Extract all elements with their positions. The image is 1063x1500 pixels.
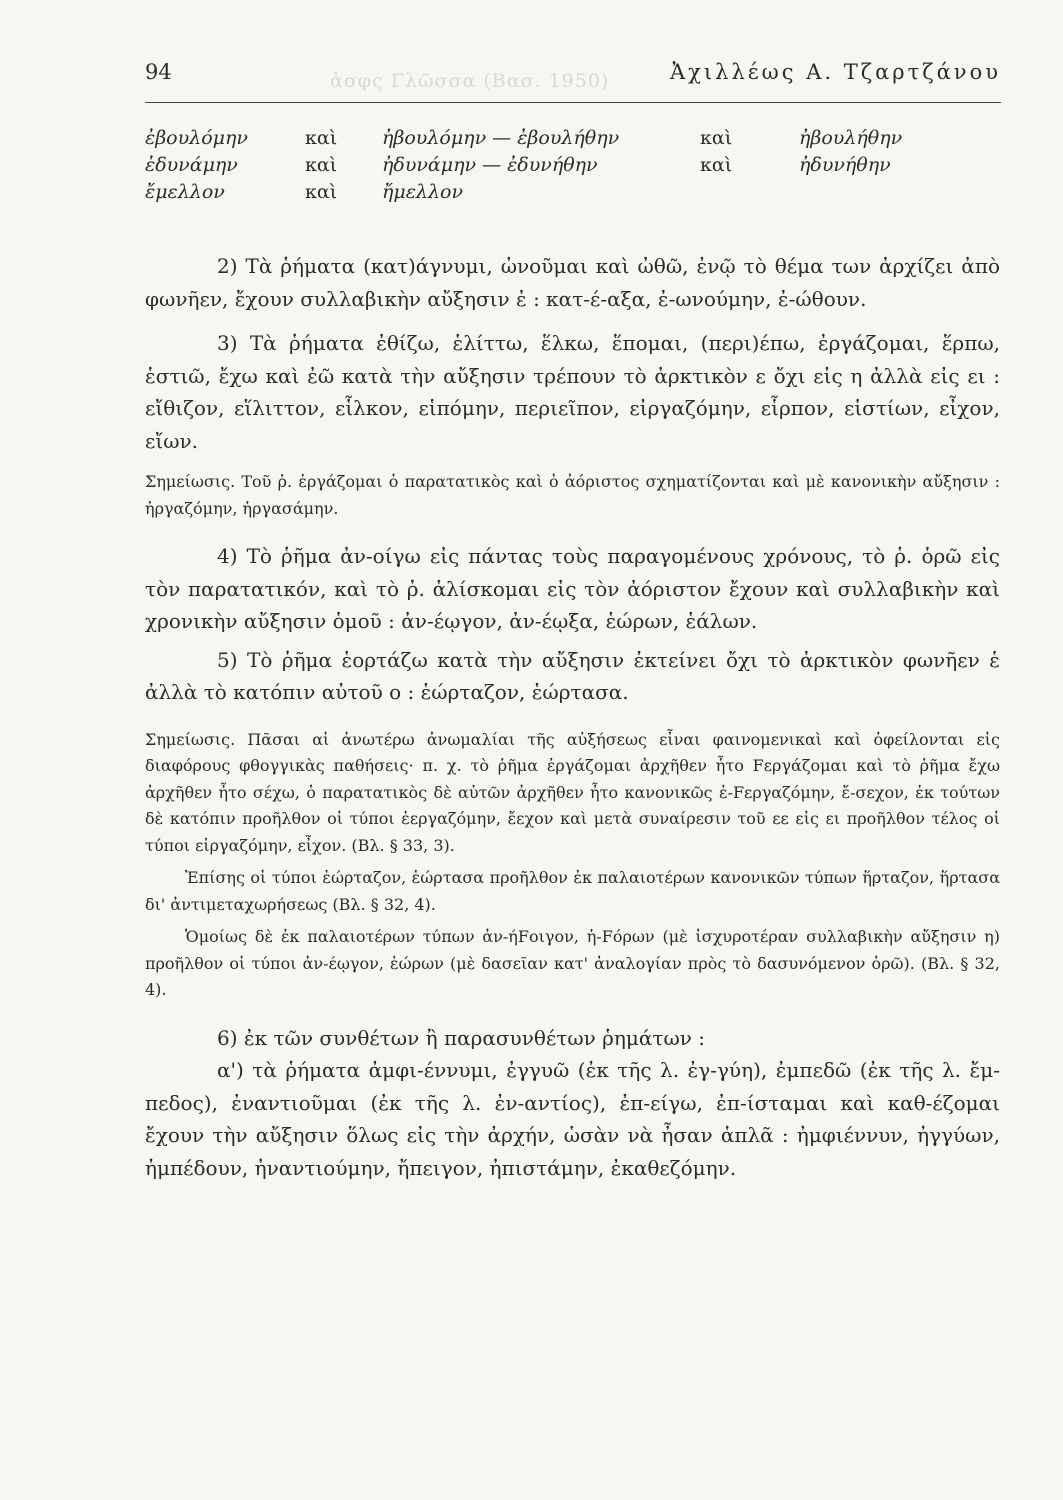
bleed-through-text: ἀσφς Γλῶσσα (Βασ. 1950) bbox=[330, 70, 610, 92]
note-1: Σημείωσις. Τοῦ ῥ. ἐργάζομαι ὁ παρατατικὸς καὶ ὁ ἀόριστος σχηματίζονται καὶ μὲ κανονικὴν αὔξησιν : ἠργαζόμην, ἠργασάμην. bbox=[145, 472, 1000, 518]
verb-cell: ἤμελλον bbox=[382, 181, 464, 203]
verb-cell: ἠβουλήθην bbox=[799, 127, 903, 149]
note-4: Ὁμοίως δὲ ἐκ παλαιοτέρων τύπων ἀν-ήFοιγον, ἡ-Fόρων (μὲ ἰσχυροτέραν συλλαβικὴν αὔξησιν η) προῆλθον οἱ τύποι ἀν-έῳγον, ἑώρων (μὲ δασεῖαν κατ' ἀναλογίαν πρὸς τὸ δασυνόμενον ὁρῶ). (Βλ. § 32, 4). bbox=[145, 927, 1000, 999]
verb-row bbox=[145, 127, 1005, 154]
verb-forms-table bbox=[145, 127, 1005, 208]
paragraph-2: 2) Τὰ ῥήματα (κατ)άγνυμι, ὠνοῦμαι καὶ ὠθῶ, ἐνῷ τὸ θέμα των ἀρχίζει ἀπὸ φωνῆεν, ἔχουν συλλαβικὴν αὔξησιν ἐ : κατ-έ-αξα, ἐ-ωνούμην, ἐ-ώθουν. bbox=[145, 254, 1000, 311]
verb-row bbox=[145, 154, 1005, 181]
paragraph-6a: α') τὰ ῥήματα ἀμφι-έννυμι, ἐγγυῶ (ἐκ τῆς λ. ἐγ-γύη), ἐμπεδῶ (ἐκ τῆς λ. ἔμ-πεδος), ἐναντιοῦμαι (ἐκ τῆς λ. ἐν-αντίος), ἐπ-είγω, ἐπ-ίσταμαι καὶ καθ-έζομαι ἔχουν τὴν αὔξησιν ὅλως εἰς τὴν ἀρχήν, ὡσὰν νὰ ἦσαν ἁπλᾶ : ἠμφιέννυν, ἠγγύων, ἠμπέδουν, ἠναντιούμην, ἤπειγον, ἠπιστάμην, ἐκαθεζόμην. bbox=[145, 1058, 1000, 1180]
verb-cell: καὶ bbox=[700, 154, 733, 176]
running-head: Ἀχιλλέως Α. Τζαρτζάνου bbox=[670, 60, 1001, 84]
paragraph-4: 4) Τὸ ῥῆμα ἀν-οίγω εἰς πάντας τοὺς παραγομένους χρόνους, τὸ ῥ. ὁρῶ εἰς τὸν παρατατικόν, καὶ τὸ ῥ. ἁλίσκομαι εἰς τὸν ἀόριστον ἔχουν καὶ συλλαβικὴν καὶ χρονικὴν αὔξησιν ὁμοῦ : ἀν-έῳγον, ἀν-έῳξα, ἑώρων, ἑάλων. bbox=[145, 544, 1000, 633]
paragraph-5: 5) Τὸ ῥῆμα ἑορτάζω κατὰ τὴν αὔξησιν ἐκτείνει ὄχι τὸ ἀρκτικὸν φωνῆεν ἑ ἀλλὰ τὸ κατόπιν αὐτοῦ ο : ἑώρταζον, ἑώρτασα. bbox=[145, 647, 1000, 704]
paragraph-3: 3) Τὰ ῥήματα ἐθίζω, ἑλίττω, ἕλκω, ἕπομαι, (περι)έπω, ἐργάζομαι, ἕρπω, ἑστιῶ, ἔχω καὶ ἐῶ κατὰ τὴν αὔξησιν τρέπουν τὸ ἀρκτικὸν ε ὄχι εἰς η ἀλλὰ εἰς ει : εἴθιζον, εἵλιττον, εἷλκον, εἱπόμην, περιεῖπον, εἰργαζόμην, εἷρπον, εἱστίων, εἶχον, εἴων. bbox=[145, 331, 1000, 453]
note-2: Σημείωσις. Πᾶσαι αἱ ἀνωτέρω ἀνωμαλίαι τῆς αὐξήσεως εἶναι φαινομενικαὶ καὶ ὀφείλονται εἰς διαφόρους φθογγικὰς παθήσεις· π. χ. τὸ ῥῆμα ἐργάζομαι ἀρχῆθεν ἦτο Fεργάζομαι καὶ τὸ ῥῆμα ἔχω ἀρχῆθεν ἦτο σέχω, ὁ παρατατικὸς δὲ αὐτῶν ἀρχῆθεν ἦτο κανονικῶς ἐ-Fεργαζόμην, ἔ-σεχον, ἐκ τούτων δὲ κατόπιν προῆλθον οἱ τύποι ἐεργαζόμην, ἔεχον καὶ μετὰ συναίρεσιν τοῦ εε εἰς ει προῆλθον τέλος οἱ τύποι εἰργαζόμην, εἶχον. (Βλ. § 33, 3). bbox=[145, 729, 1000, 855]
page-body bbox=[145, 250, 1000, 1184]
verb-cell: ἠδυνάμην — ἐδυνήθην bbox=[382, 154, 598, 176]
verb-cell: καὶ bbox=[305, 181, 338, 203]
verb-cell: ἠδυνήθην bbox=[799, 154, 891, 176]
verb-row bbox=[145, 181, 1005, 208]
page-header bbox=[145, 58, 1001, 103]
note-3: Ἐπίσης οἱ τύποι ἑώρταζον, ἑώρτασα προῆλθον ἐκ παλαιοτέρων κανονικῶν τύπων ἥρταζον, ἥρτασα δι' ἀντιμεταχωρήσεως (Βλ. § 32, 4). bbox=[145, 868, 1000, 914]
paragraph-6: 6) ἐκ τῶν συνθέτων ἢ παρασυνθέτων ῥημάτων : bbox=[217, 1025, 706, 1050]
verb-cell: καὶ bbox=[700, 127, 733, 149]
verb-cell: ἔμελλον bbox=[145, 181, 225, 203]
verb-cell: ἐδυνάμην bbox=[145, 154, 238, 176]
page-number: 94 bbox=[145, 60, 172, 84]
verb-cell: καὶ bbox=[305, 127, 338, 149]
verb-cell: ἐβουλόμην bbox=[145, 127, 248, 149]
verb-cell: ἠβουλόμην — ἐβουλήθην bbox=[382, 127, 620, 149]
verb-cell: καὶ bbox=[305, 154, 338, 176]
